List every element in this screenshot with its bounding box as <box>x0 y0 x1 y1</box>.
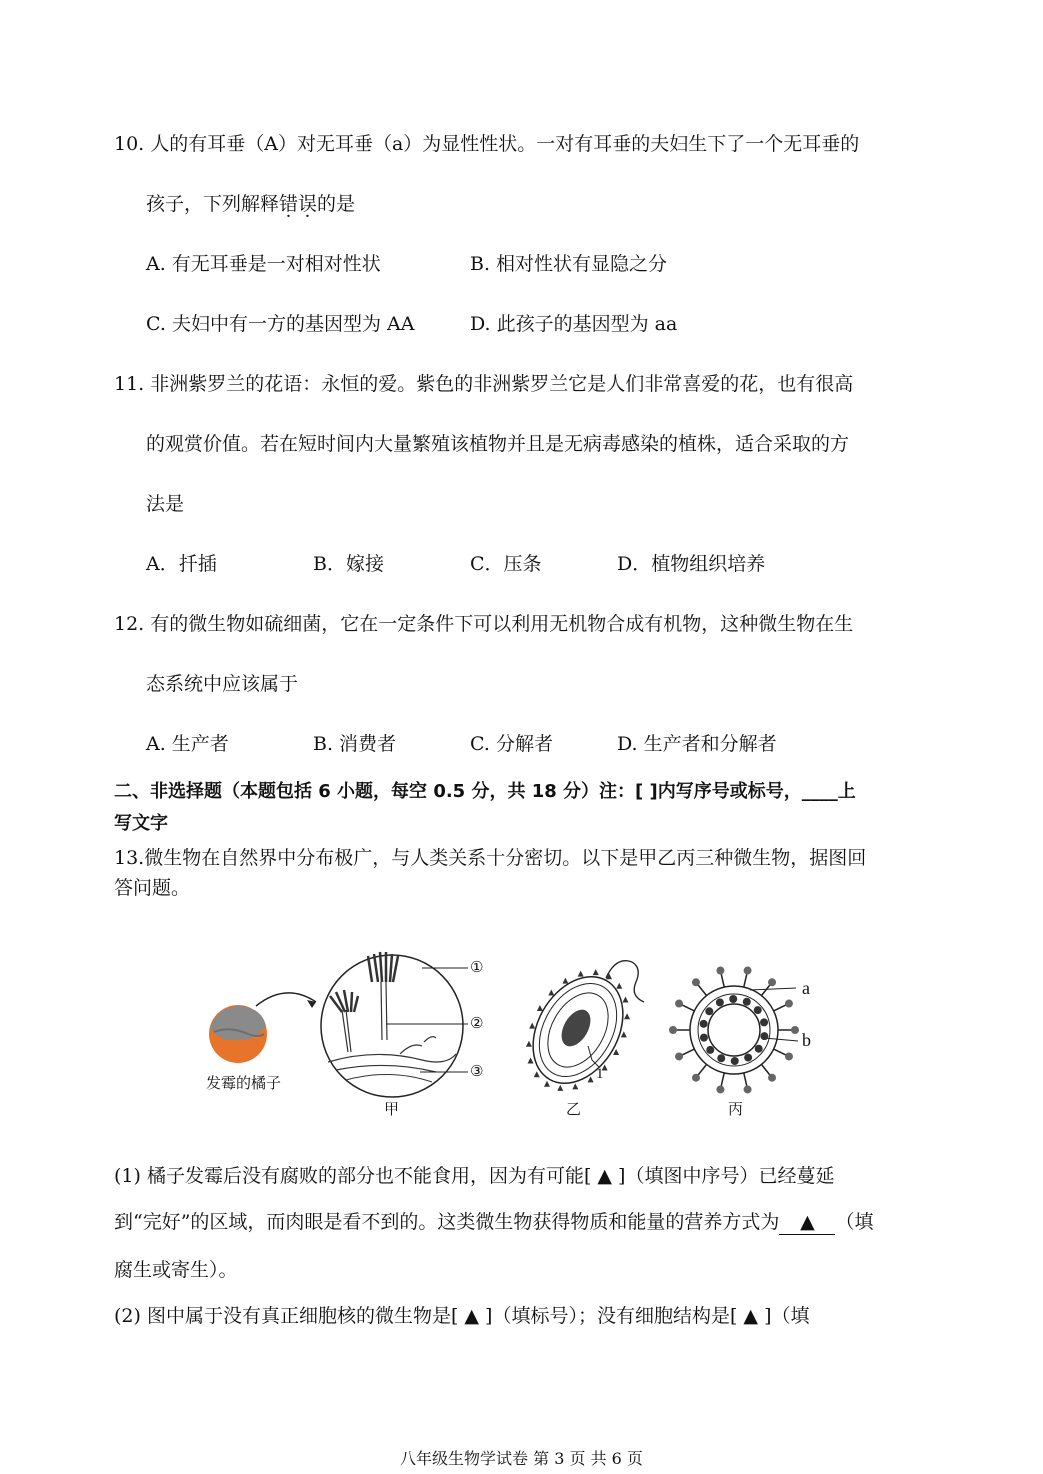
q11-option-a[interactable]: A．扦插 <box>146 553 217 575</box>
virus-spike <box>761 1064 770 1075</box>
bacterium-surface-mark <box>572 1083 578 1089</box>
q13-part2-line1: (2) 图中属于没有真正细胞核的微生物是[ ▲ ]（填标号）；没有细胞结构是[ ▲ ]（填 <box>114 1305 810 1327</box>
virus-inner-granule <box>700 1034 708 1042</box>
q13-part1-line1: (1) 橘子发霉后没有腐败的部分也不能食用，因为有可能[ ▲ ]（填图中序号）已经蔓延 <box>114 1165 835 1187</box>
virus-spike-head <box>669 1026 677 1034</box>
virus-spike <box>774 1005 787 1011</box>
q10-stem-line1: 10. 人的有耳垂（A）对无耳垂（a）为显性性状。一对有耳垂的夫妇生下了一个无耳垂的 <box>114 133 860 155</box>
virus-inner-granule <box>729 995 737 1003</box>
virus-inner-granule <box>716 998 724 1006</box>
virus-spike-head <box>744 967 752 975</box>
bacterium-surface-mark <box>622 996 628 1002</box>
q13-part1-line2 <box>114 1210 873 1235</box>
virus-inner-granule <box>754 1006 762 1014</box>
section-heading-cont: 写文字 <box>114 813 168 834</box>
marker-1: ① <box>470 958 484 976</box>
virus-spike-head <box>785 1000 793 1008</box>
bacterium-surface-mark <box>537 1005 543 1011</box>
virus-spike-head <box>692 1074 700 1082</box>
q13-part1-text: （填 <box>835 1211 874 1233</box>
section-heading: 二、非选择题（本题包括 6 小题，每空 0.5 分，共 18 分）注：[ ]内写序号或标号，____上 <box>114 781 856 802</box>
label-bing: 丙 <box>728 1100 744 1118</box>
arrow-line <box>256 993 316 1006</box>
q13-part1-text: 到“完好”的区域，而肉眼是看不到的。这类微生物获得物质和能量的营养方式为 <box>114 1211 780 1233</box>
virus-inner-granule <box>760 1032 768 1040</box>
bacterium-surface-mark <box>534 1071 540 1077</box>
virus-spike <box>721 1073 724 1087</box>
bacterium-surface-mark <box>557 1085 563 1091</box>
q12-option-c[interactable]: C. 分解者 <box>470 733 553 755</box>
virus-inner-granule <box>743 998 751 1006</box>
moldy-orange-image <box>209 1005 267 1063</box>
virus-inner-granule <box>731 1057 739 1065</box>
virus-inner-granule <box>717 1054 725 1062</box>
bacterium-surface-mark <box>548 989 554 995</box>
virus-inner-granule <box>760 1018 768 1026</box>
q12-stem-line2: 态系统中应该属于 <box>146 673 299 695</box>
virus-spike <box>698 1064 707 1075</box>
virus-spike-head <box>716 967 724 975</box>
page-footer: 八年级生物学试卷 第 3 页 共 6 页 <box>400 1449 643 1468</box>
q12-stem-line1: 12. 有的微生物如硫细菌，它在一定条件下可以利用无机物合成有机物，这种微生物在生 <box>114 613 854 635</box>
bacterium-surface-mark <box>544 1081 550 1087</box>
emphasis-char: 错 <box>279 193 299 215</box>
q10-stem-text: 的是 <box>317 193 356 215</box>
virus-spike <box>761 985 770 996</box>
virus-spike <box>744 973 747 987</box>
q11-stem-line1: 11. 非洲紫罗兰的花语：永恒的爱。紫色的非洲紫罗兰它是人们非常喜爱的花，也有很高 <box>114 373 854 395</box>
virus-inner-granule <box>705 1007 713 1015</box>
virus-spike-head <box>675 1000 683 1008</box>
virus-inner-granule <box>755 1045 763 1053</box>
virus-spike-head <box>768 978 776 986</box>
figure-drawing <box>196 942 836 1122</box>
q11-stem-line2: 的观赏价值。若在短时间内大量繁殖该植物并且是无病毒感染的植株，适合采取的方 <box>146 433 850 455</box>
bacterium-surface-mark <box>529 1023 535 1029</box>
bacterium-surface-mark <box>562 978 568 984</box>
virus-inner-granule <box>744 1054 752 1062</box>
q10-option-c[interactable]: C. 夫妇中有一方的基因型为 AA <box>146 313 415 335</box>
virus-spike-head <box>791 1026 799 1034</box>
marker-l: 1 <box>596 1066 604 1082</box>
virus-spike <box>721 973 724 987</box>
bacterium-surface-mark <box>613 1049 619 1055</box>
q10-option-d[interactable]: D. 此孩子的基因型为 aa <box>470 313 678 335</box>
marker-a: a <box>802 978 810 998</box>
q11-option-d[interactable]: D．植物组织培养 <box>617 553 766 575</box>
bacterium-surface-mark <box>624 1013 630 1019</box>
virus-spike-head <box>716 1085 724 1093</box>
answer-blank[interactable]: ▲ <box>779 1210 835 1235</box>
q11-stem-line3: 法是 <box>146 493 185 515</box>
virus-inner-granule <box>700 1020 708 1028</box>
fungus-jia <box>321 952 468 1097</box>
orange-caption: 发霉的橘子 <box>206 1074 282 1092</box>
virus-spike <box>744 1073 747 1087</box>
bacterium-surface-mark <box>528 1058 534 1064</box>
virus-spike-head <box>768 1074 776 1082</box>
marker-2: ② <box>470 1014 484 1032</box>
label-yi: 乙 <box>566 1100 582 1118</box>
virus-spike <box>774 1049 787 1055</box>
bacterium-surface-mark <box>578 971 584 977</box>
emphasis-char: 误 <box>298 193 318 215</box>
bacterium-yi <box>515 961 644 1100</box>
q13-stem-line1: 13.微生物在自然界中分布极广，与人类关系十分密切。以下是甲乙丙三种微生物，据图回 <box>114 847 867 869</box>
virus-spike-head <box>692 978 700 986</box>
virus-inner-granule <box>706 1046 714 1054</box>
q10-option-a[interactable]: A. 有无耳垂是一对相对性状 <box>146 253 381 275</box>
marker-3: ③ <box>470 1062 484 1080</box>
q11-option-b[interactable]: B．嫁接 <box>313 553 384 575</box>
virus-spike-head <box>675 1052 683 1060</box>
q10-stem-line2 <box>146 192 355 216</box>
q12-option-b[interactable]: B. 消费者 <box>313 733 397 755</box>
q13-stem-line2: 答问题。 <box>114 877 191 899</box>
label-jia: 甲 <box>384 1100 400 1118</box>
bacterium-surface-mark <box>588 1076 594 1082</box>
virus-spike <box>682 1049 695 1055</box>
q10-option-b[interactable]: B. 相对性状有显隐之分 <box>470 253 668 275</box>
q10-stem-text: 孩子，下列解释 <box>146 193 280 215</box>
bacterium-surface-mark <box>593 969 599 975</box>
q13-part1-line3: 腐生或寄生）。 <box>114 1259 238 1281</box>
microorganism-figure <box>196 942 836 1122</box>
bacterium-surface-mark <box>616 983 622 989</box>
virus-spike-head <box>744 1085 752 1093</box>
virus-spike-head <box>785 1052 793 1060</box>
bacterium-surface-mark <box>621 1031 627 1037</box>
virus-spike <box>682 1005 695 1011</box>
bacterium-surface-mark <box>526 1041 532 1047</box>
q11-option-c[interactable]: C．压条 <box>470 553 542 575</box>
q12-option-d[interactable]: D. 生产者和分解者 <box>617 733 777 755</box>
marker-b: b <box>802 1030 811 1050</box>
q12-option-a[interactable]: A. 生产者 <box>146 733 229 755</box>
virus-spike <box>698 985 707 996</box>
